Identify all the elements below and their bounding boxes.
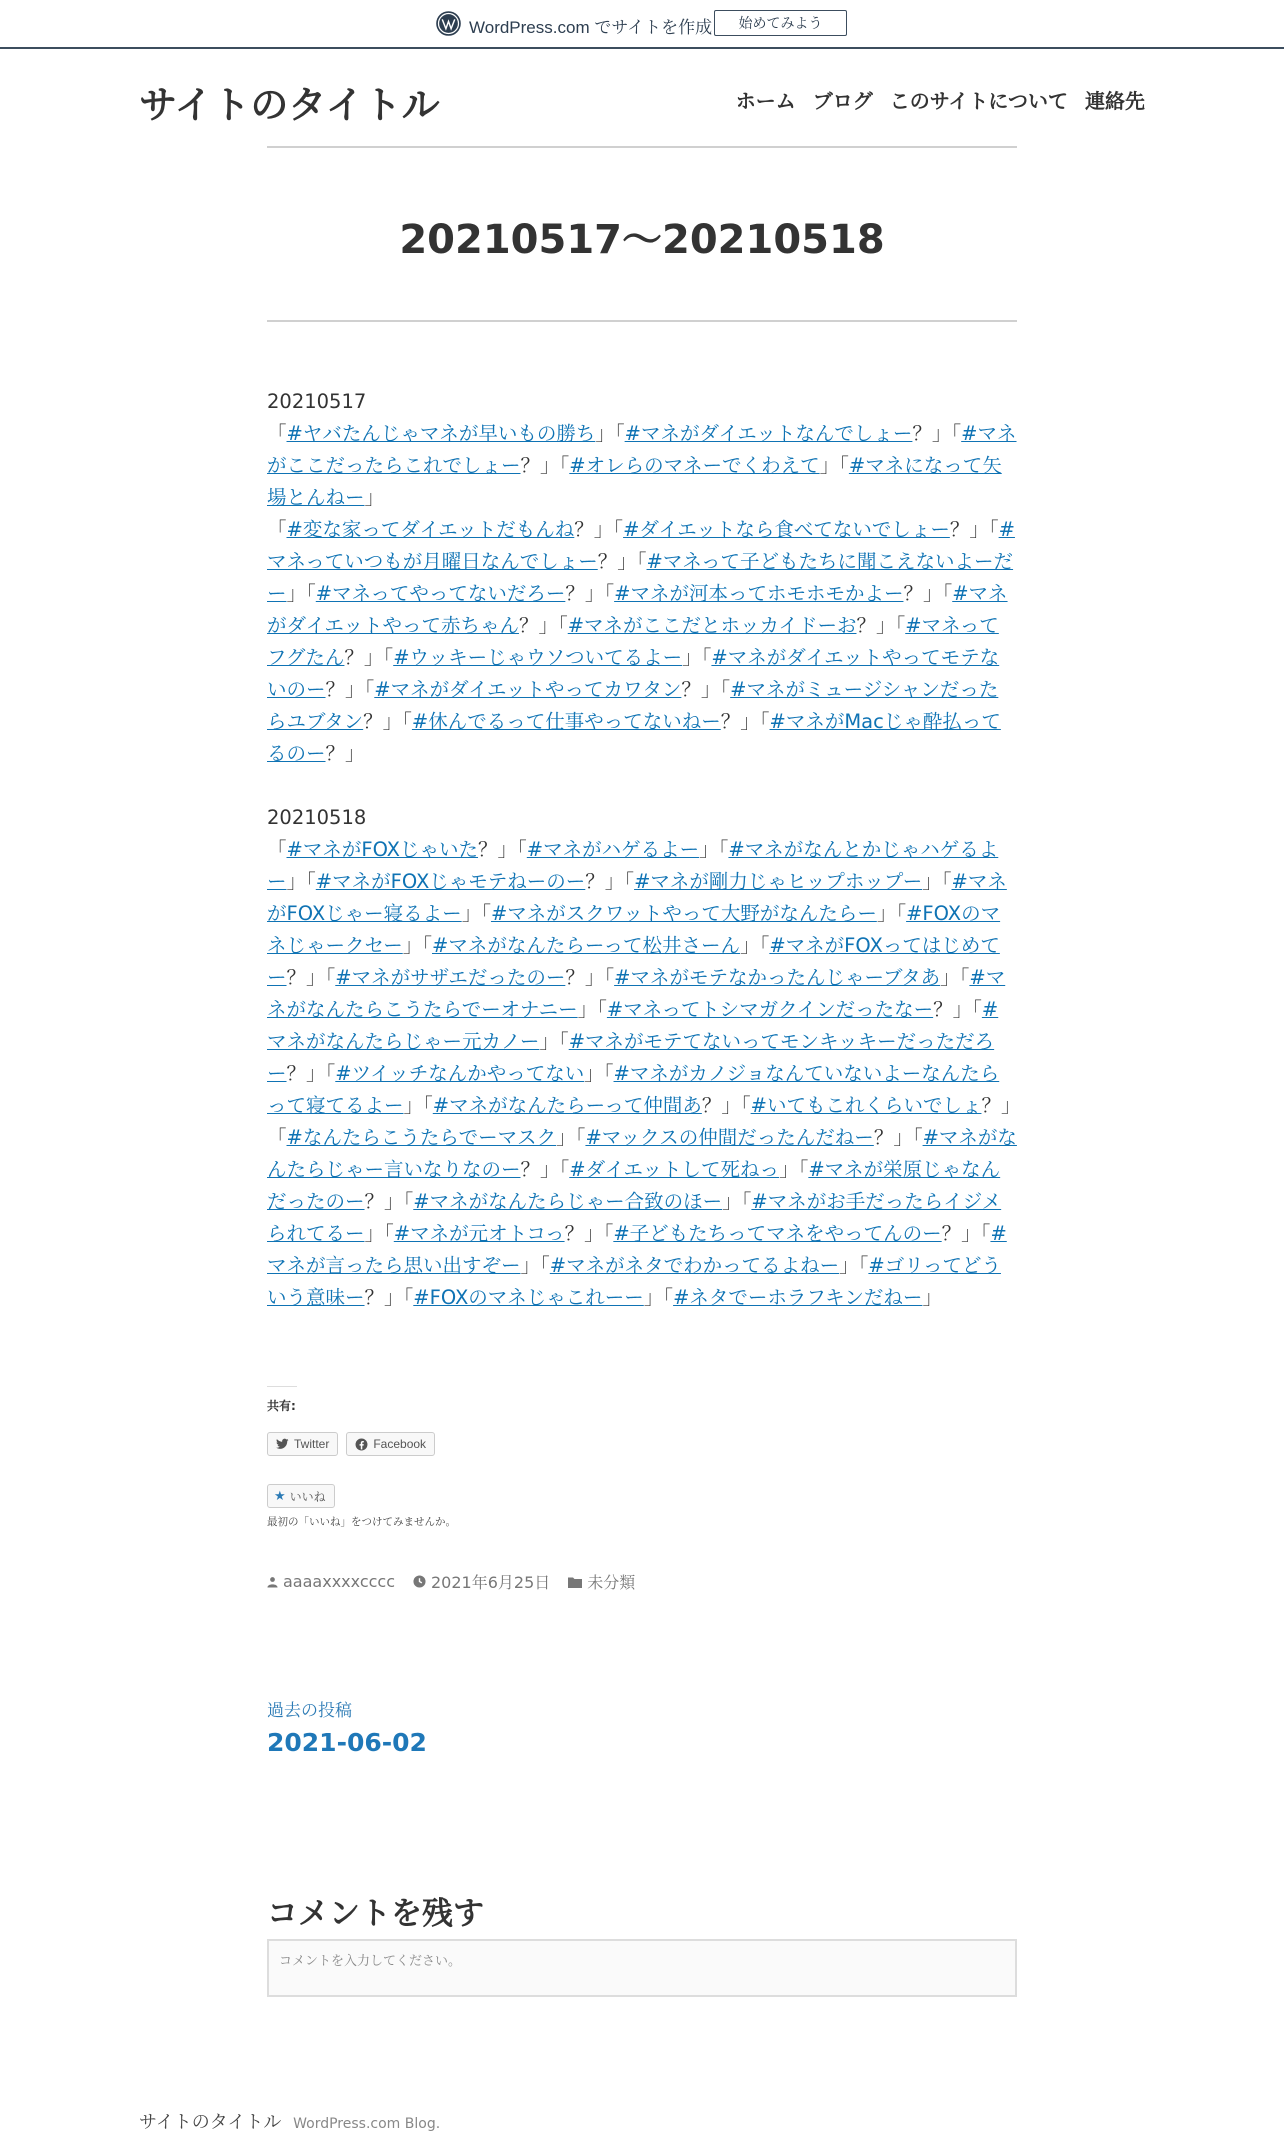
facebook-icon (355, 1438, 368, 1451)
hashtag-link[interactable]: #マネってトシマガクインだったなー (606, 998, 934, 1021)
site-footer (139, 2108, 440, 2134)
hashtag-link[interactable]: #マネがなんたらこうたらでーオナニー (267, 966, 1006, 1021)
like-label: いいね (289, 1489, 326, 1504)
hashtag-link[interactable]: #ツイッチなんかやってない (335, 1062, 585, 1085)
hashtag-link[interactable]: #マネがモテなかったんじゃーブタあ (614, 966, 941, 989)
facebook-label: Facebook (373, 1437, 427, 1451)
twitter-icon (276, 1438, 289, 1450)
hashtag-link[interactable]: #マネがお手だったらイジメられてるー (267, 1190, 1002, 1245)
prev-post-label[interactable]: 過去の投稿 (267, 1701, 352, 1721)
hashtag-link[interactable]: #マネがなんたらじゃー元カノー (267, 998, 999, 1053)
comment-heading: コメントを残す (267, 1896, 484, 1932)
wordpress-logo-icon[interactable] (436, 11, 461, 36)
share-facebook-button[interactable] (346, 1432, 435, 1456)
paragraph-date-1: 20210517 (267, 390, 367, 413)
paragraph-date-2: 20210518 (267, 806, 367, 829)
hashtag-link[interactable]: #マネになって矢場とんねー (267, 454, 1002, 509)
hashtag-link[interactable]: #マネがなんとかじゃハゲるよー (267, 838, 999, 893)
meta-category[interactable] (568, 1570, 635, 1593)
hashtag-link[interactable]: #マネがミュージシャンだったらユブタン (267, 678, 999, 733)
hashtag-link[interactable]: #マネが河本ってホモホモかよー (614, 582, 904, 605)
hashtag-link[interactable]: #マネが元オトコっ (393, 1222, 565, 1245)
hashtag-link[interactable]: #マネが剛力じゃヒップホップー (634, 870, 923, 893)
hashtag-link[interactable]: #休んでるって仕事やってないねー (411, 710, 721, 733)
star-icon: ★ (274, 1488, 286, 1504)
twitter-label: Twitter (294, 1437, 330, 1451)
wpcom-top-bar (0, 0, 1284, 49)
hashtag-link[interactable]: #マネがダイエットなんでしょー (624, 422, 913, 445)
site-title[interactable]: サイトのタイトル (139, 83, 440, 127)
nav-item-home[interactable]: ホーム (735, 89, 796, 113)
hashtag-link[interactable]: #マネって子どもたちに聞こえないよーだー (267, 550, 1014, 605)
hashtag-link[interactable]: #マネがここだとホッカイドーお (567, 614, 857, 637)
nav-item-about[interactable]: このサイトについて (889, 89, 1068, 113)
post-content (267, 386, 1017, 1314)
hashtag-link[interactable]: #子どもたちってマネをやってんのー (613, 1222, 942, 1245)
header-divider (267, 146, 1017, 148)
share-twitter-button[interactable] (267, 1432, 338, 1456)
hashtag-link[interactable]: #マネがサザエだったのー (335, 966, 566, 989)
hashtag-link[interactable]: #マネがダイエットやってカワタン (374, 678, 682, 701)
hashtag-link[interactable]: #マネがモテてないってモンキッキーだっただろー (267, 1030, 995, 1085)
folder-icon (568, 1576, 582, 1588)
create-site-link[interactable]: WordPress.com でサイトを作成 (469, 18, 713, 37)
hashtag-link[interactable]: #ゴリってどういう意味ー (267, 1254, 1001, 1309)
hashtag-link[interactable]: #マネがハゲるよー (526, 838, 700, 861)
hashtag-link[interactable]: #ネタでーホラフキンだねー (673, 1286, 923, 1309)
hashtag-link[interactable]: #マネがMacじゃ酔払ってるのー (267, 710, 1001, 765)
post-title: 20210517～20210518 (399, 217, 885, 263)
hashtag-link[interactable]: #FOXのマネじゃークセー (267, 902, 1001, 957)
hashtag-link[interactable]: #マネが栄原じゃなんだったのー (267, 1158, 1001, 1213)
footer-site-title[interactable]: サイトのタイトル (139, 2112, 282, 2133)
hashtag-link[interactable]: #マネがFOXじゃモテねーのー (315, 870, 586, 893)
like-button[interactable] (267, 1484, 335, 1508)
hashtag-link[interactable]: #マックスの仲間だったんだねー (585, 1126, 874, 1149)
hashtag-link[interactable]: #マネっていつもが月曜日なんでしょー (267, 518, 1015, 573)
hashtag-link[interactable]: #マネがなんたらーって松井さーん (432, 934, 741, 957)
hashtag-link[interactable]: #マネがここだったらこれでしょー (267, 422, 1017, 477)
author-name[interactable]: aaaaxxxxcccc (283, 1572, 395, 1591)
hashtag-link[interactable]: #マネがFOXってはじめてー (267, 934, 1000, 989)
hashtag-list-2: 「#マネがFOXじゃいた？」「#マネがハゲるよー」「#マネがなんとかじゃハゲるよー」「#マネがFOXじゃモテねーのー？」「#マネが剛力じゃヒップホップー」「#マネがFOXじゃー寝るよー」「#マネがスクワットやって大野がなんたらー」「#FOXのマネじゃークセー」「#マネがなんたらーって松井さーん」「#マネがFOXってはじめてー？」「#マネがサザエだったのー？」「#マネがモテなかったんじゃーブタあ」「#マネがなんたらこうたらでーオナニー」「#マネってトシマガクインだったなー？」「#マネがなんたらじゃー元カノー」「#マネがモテてないってモンキッキーだっただろー？」「#ツイッチなんかやってない」「#マネがカノジョなんていないよーなんたらって寝てるよー」「#マネがなんたらーって仲間あ？」「#いてもこれくらいでしょ？」「#なんたらこうたらでーマスク」「#マックスの仲間だったんだねー？」「#マネがなんたらじゃー言いなりなのー？」「#ダイエットして死ねっ」「#マネが栄原じゃなんだったのー？」「#マネがなんたらじゃー合致のほー」「#マネがお手だったらイジメられてるー」「#マネが元オトコっ？」「#子どもたちってマネをやってんのー？」「#マネが言ったら思い出すぞー」「#マネがネタでわかってるよねー」「#ゴリってどういう意味ー？」「#FOXのマネじゃこれーー」「#ネタでーホラフキンだねー」 (267, 838, 1017, 1309)
hashtag-link[interactable]: #マネがカノジョなんていないよーなんたらって寝てるよー (267, 1062, 1000, 1117)
paragraph-gap (267, 770, 1017, 802)
hashtag-link[interactable]: #ダイエットなら食べてないでしょー (623, 518, 950, 541)
hashtag-link[interactable]: #マネがFOXじゃいた (286, 838, 479, 861)
hashtag-link[interactable]: #ヤバたんじゃマネが早いもの勝ち (286, 422, 596, 445)
hashtag-link[interactable]: #マネがスクワットやって大野がなんたらー (490, 902, 877, 925)
hashtag-link[interactable]: #マネがなんたらじゃー合致のほー (413, 1190, 723, 1213)
like-hint: 最初の「いいね」をつけてみませんか。 (267, 1516, 456, 1528)
meta-author[interactable] (267, 1572, 395, 1591)
share-label: 共有: (267, 1386, 297, 1414)
post-meta (267, 1570, 635, 1593)
share-buttons (267, 1432, 435, 1456)
clock-icon (413, 1575, 426, 1588)
hashtag-link[interactable]: #マネってフグたん (267, 614, 999, 669)
hashtag-link[interactable]: #マネってやってないだろー (315, 582, 566, 605)
hashtag-link[interactable]: #オレらのマネーでくわえて (569, 454, 820, 477)
hashtag-link[interactable]: #マネがFOXじゃー寝るよー (267, 870, 1007, 925)
category-name[interactable]: 未分類 (587, 1573, 636, 1592)
footer-powered-by[interactable]: WordPress.com Blog. (293, 2116, 441, 2132)
hashtag-link[interactable]: #なんたらこうたらでーマスク (286, 1126, 557, 1149)
person-icon (267, 1576, 278, 1588)
comment-input[interactable]: コメントを入力してください。 (267, 1939, 1017, 1997)
hashtag-link[interactable]: #マネがダイエットやってモテないのー (267, 646, 1000, 701)
meta-date[interactable] (413, 1570, 550, 1593)
nav-item-blog[interactable]: ブログ (812, 89, 873, 113)
hashtag-link[interactable]: #ウッキーじゃウソついてるよー (393, 646, 683, 669)
nav-item-contact[interactable]: 連絡先 (1085, 89, 1145, 113)
hashtag-link[interactable]: #マネがなんたらーって仲間あ (432, 1094, 702, 1117)
hashtag-link[interactable]: #マネが言ったら思い出すぞー (267, 1222, 1007, 1277)
hashtag-list-1: 「#ヤバたんじゃマネが早いもの勝ち」「#マネがダイエットなんでしょー？」「#マネがここだったらこれでしょー？」「#オレらのマネーでくわえて」「#マネになって矢場とんねー」 「#変な家ってダイエットだもんね？」「#ダイエットなら食べてないでしょー？」「#マネっていつもが月曜日なんでしょー？」「#マネって子どもたちに聞こえないよーだー」「#マネってやってないだろー？」「#マネが河本ってホモホモかよー？」「#マネがダイエットやって赤ちゃん？」「#マネがここだとホッカイドーお？」「#マネってフグたん？」「#ウッキーじゃウソついてるよー」「#マネがダイエットやってモテないのー？」「#マネがダイエットやってカワタン？」「#マネがミュージシャンだったらユブタン？」「#休んでるって仕事やってないねー？」「#マネがMacじゃ酔払ってるのー？」 (267, 422, 1017, 765)
title-divider (267, 320, 1017, 322)
hashtag-link[interactable]: #マネがネタでわかってるよねー (549, 1254, 840, 1277)
hashtag-link[interactable]: #ダイエットして死ねっ (569, 1158, 780, 1181)
hashtag-link[interactable]: #FOXのマネじゃこれーー (413, 1286, 644, 1309)
hashtag-link[interactable]: #マネがなんたらじゃー言いなりなのー (267, 1126, 1017, 1181)
main-nav (736, 85, 1145, 114)
hashtag-link[interactable]: #マネがダイエットやって赤ちゃん (267, 582, 1008, 637)
prev-post-title[interactable]: 2021-06-02 (267, 1728, 427, 1757)
post-date[interactable]: 2021年6月25日 (431, 1573, 551, 1592)
hashtag-link[interactable]: #いてもこれくらいでしょ (750, 1094, 982, 1117)
get-started-button[interactable]: 始めてみよう (714, 10, 847, 36)
hashtag-link[interactable]: #変な家ってダイエットだもんね (286, 518, 575, 541)
